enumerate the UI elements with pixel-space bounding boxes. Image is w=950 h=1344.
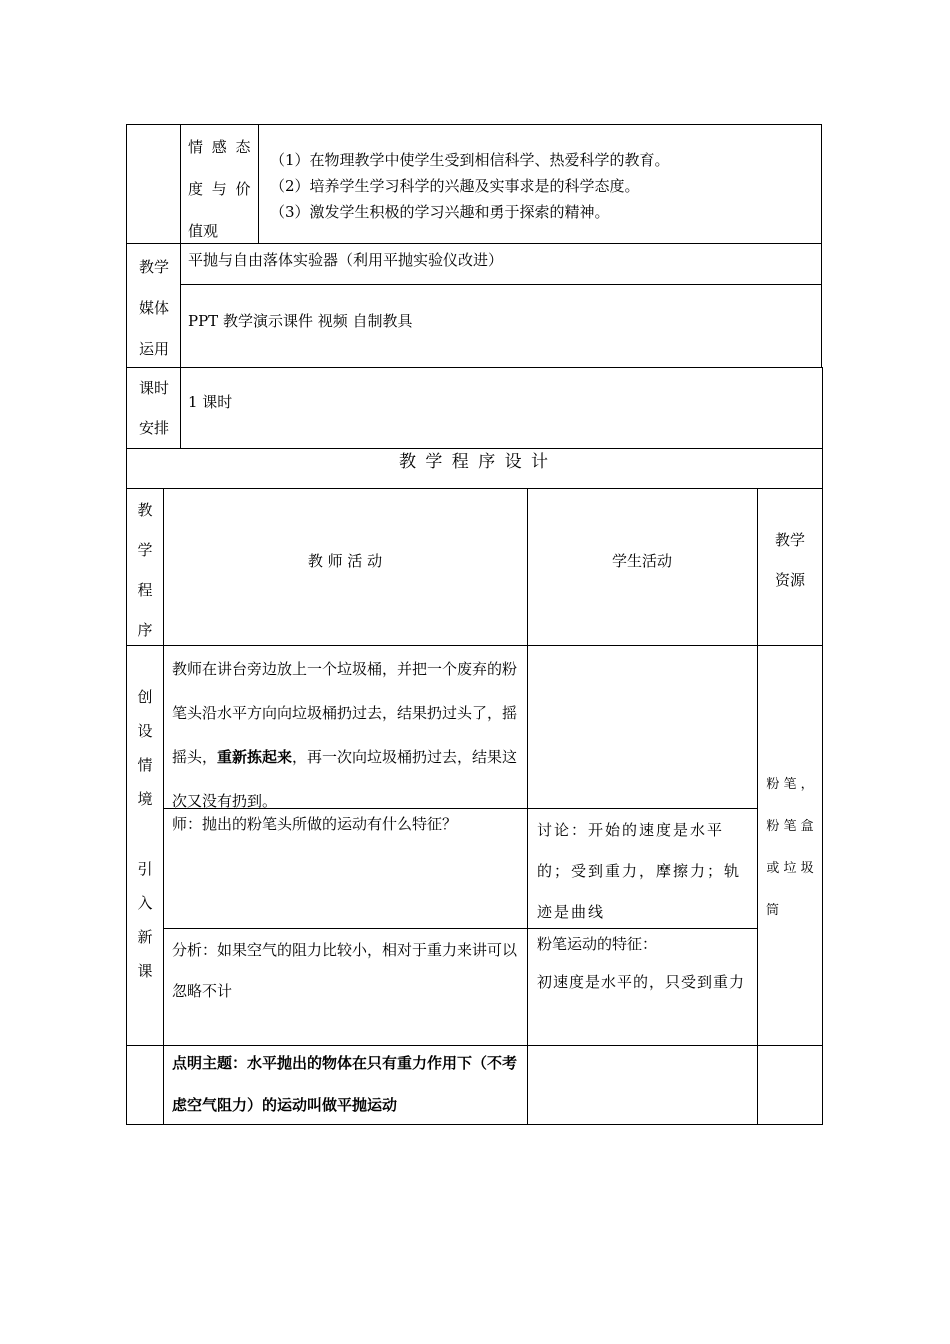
program-column-header [130,490,160,650]
student-feature-title: 粉笔运动的特征： [537,935,658,953]
stage-char: 课 [137,962,153,980]
rule [126,448,823,449]
media-label-line: 运用 [138,340,169,358]
resource-list [760,764,820,932]
stage-char: 引 [137,860,153,878]
rule [163,488,164,1125]
resource-header-line: 资源 [774,571,805,589]
stage-label-bottom [130,852,160,988]
teacher-activity-demo [172,647,522,823]
resource-line: 或 垃 圾 [766,861,814,876]
program-header-char: 学 [137,541,153,559]
student-activity-header: 学生活动 [611,552,672,570]
rule [821,124,822,368]
rule [180,124,181,244]
media-courseware: PPT 教学演示课件 视频 自制教具 [188,312,413,330]
schedule-label [136,368,172,448]
media-label [136,247,172,370]
stage-char: 新 [137,928,153,946]
schedule-label-line: 安排 [138,419,169,437]
resource-header-line: 教学 [774,531,805,549]
stage-label-top [130,680,160,816]
attitude-label-line: 情 感 态 [188,138,253,156]
teacher-activity-header: 教 师 活 动 [307,552,383,570]
rule [126,488,823,489]
program-header-char: 序 [137,621,153,639]
stage-char: 入 [137,894,153,912]
stage-char: 情 [137,756,153,774]
rule [527,488,528,1125]
student-discussion: 讨论：开始的速度是水平的；受到重力，摩擦力；轨迹是曲线 [537,821,742,921]
attitude-item-3: （3）激发学生积极的学习兴趣和勇于探索的精神。 [270,203,610,221]
rule [126,124,127,1125]
resource-line: 粉 笔 ， [766,777,814,792]
program-header-char: 程 [137,581,153,599]
attitude-item-2: （2）培养学生学习科学的兴趣及实事求是的科学态度。 [270,177,640,195]
resource-line: 粉 笔 盒 [766,819,814,834]
demo-emphasis: 重新拣起来 [217,748,293,766]
teacher-analysis: 分析：如果空气的阻力比较小，相对于重力来讲可以忽略不计 [172,941,518,1000]
student-feature-body: 初速度是水平的，只受到重力 [537,973,746,991]
stage-char: 设 [137,722,153,740]
stage-char: 创 [137,688,153,706]
media-equipment: 平抛与自由落体实验器（利用平抛实验仪改进） [188,251,504,269]
rule [126,124,822,125]
program-title: 教 学 程 序 设 计 [398,452,551,472]
rule [126,645,823,646]
attitude-label-line: 度 与 价 [188,180,253,198]
rule [258,124,259,244]
resource-line: 筒 [766,903,780,918]
schedule-label-line: 课时 [138,379,169,397]
rule [822,367,823,1125]
media-label-line: 教学 [138,258,169,276]
lesson-theme: 点明主题：水平抛出的物体在只有重力作用下（不考虑空气阻力）的运动叫做平抛运动 [172,1054,518,1114]
schedule-value: 1 课时 [188,393,233,411]
demo-text: 教师在讲台旁边放上一个垃圾桶，并把一个废弃的粉笔头沿水平方向向垃圾桶扔过去，结果扔过头了，摇摇头， [172,660,518,766]
media-label-line: 媒体 [138,299,169,317]
rule [126,367,823,368]
attitude-item-1: （1）在物理教学中使学生受到相信科学、热爱科学的教育。 [270,151,670,169]
teacher-question: 师：抛出的粉笔头所做的运动有什么特征？ [172,815,458,833]
attitude-label [188,126,252,252]
rule [180,243,181,449]
rule [180,284,821,285]
resource-column-header [758,520,822,600]
program-header-char: 教 [137,501,153,519]
demo-text: ，再一次向垃圾桶扔过去，结果这次又没有扔到。 [172,748,518,810]
stage-char: 境 [137,790,153,808]
attitude-label-line: 值观 [188,222,219,240]
